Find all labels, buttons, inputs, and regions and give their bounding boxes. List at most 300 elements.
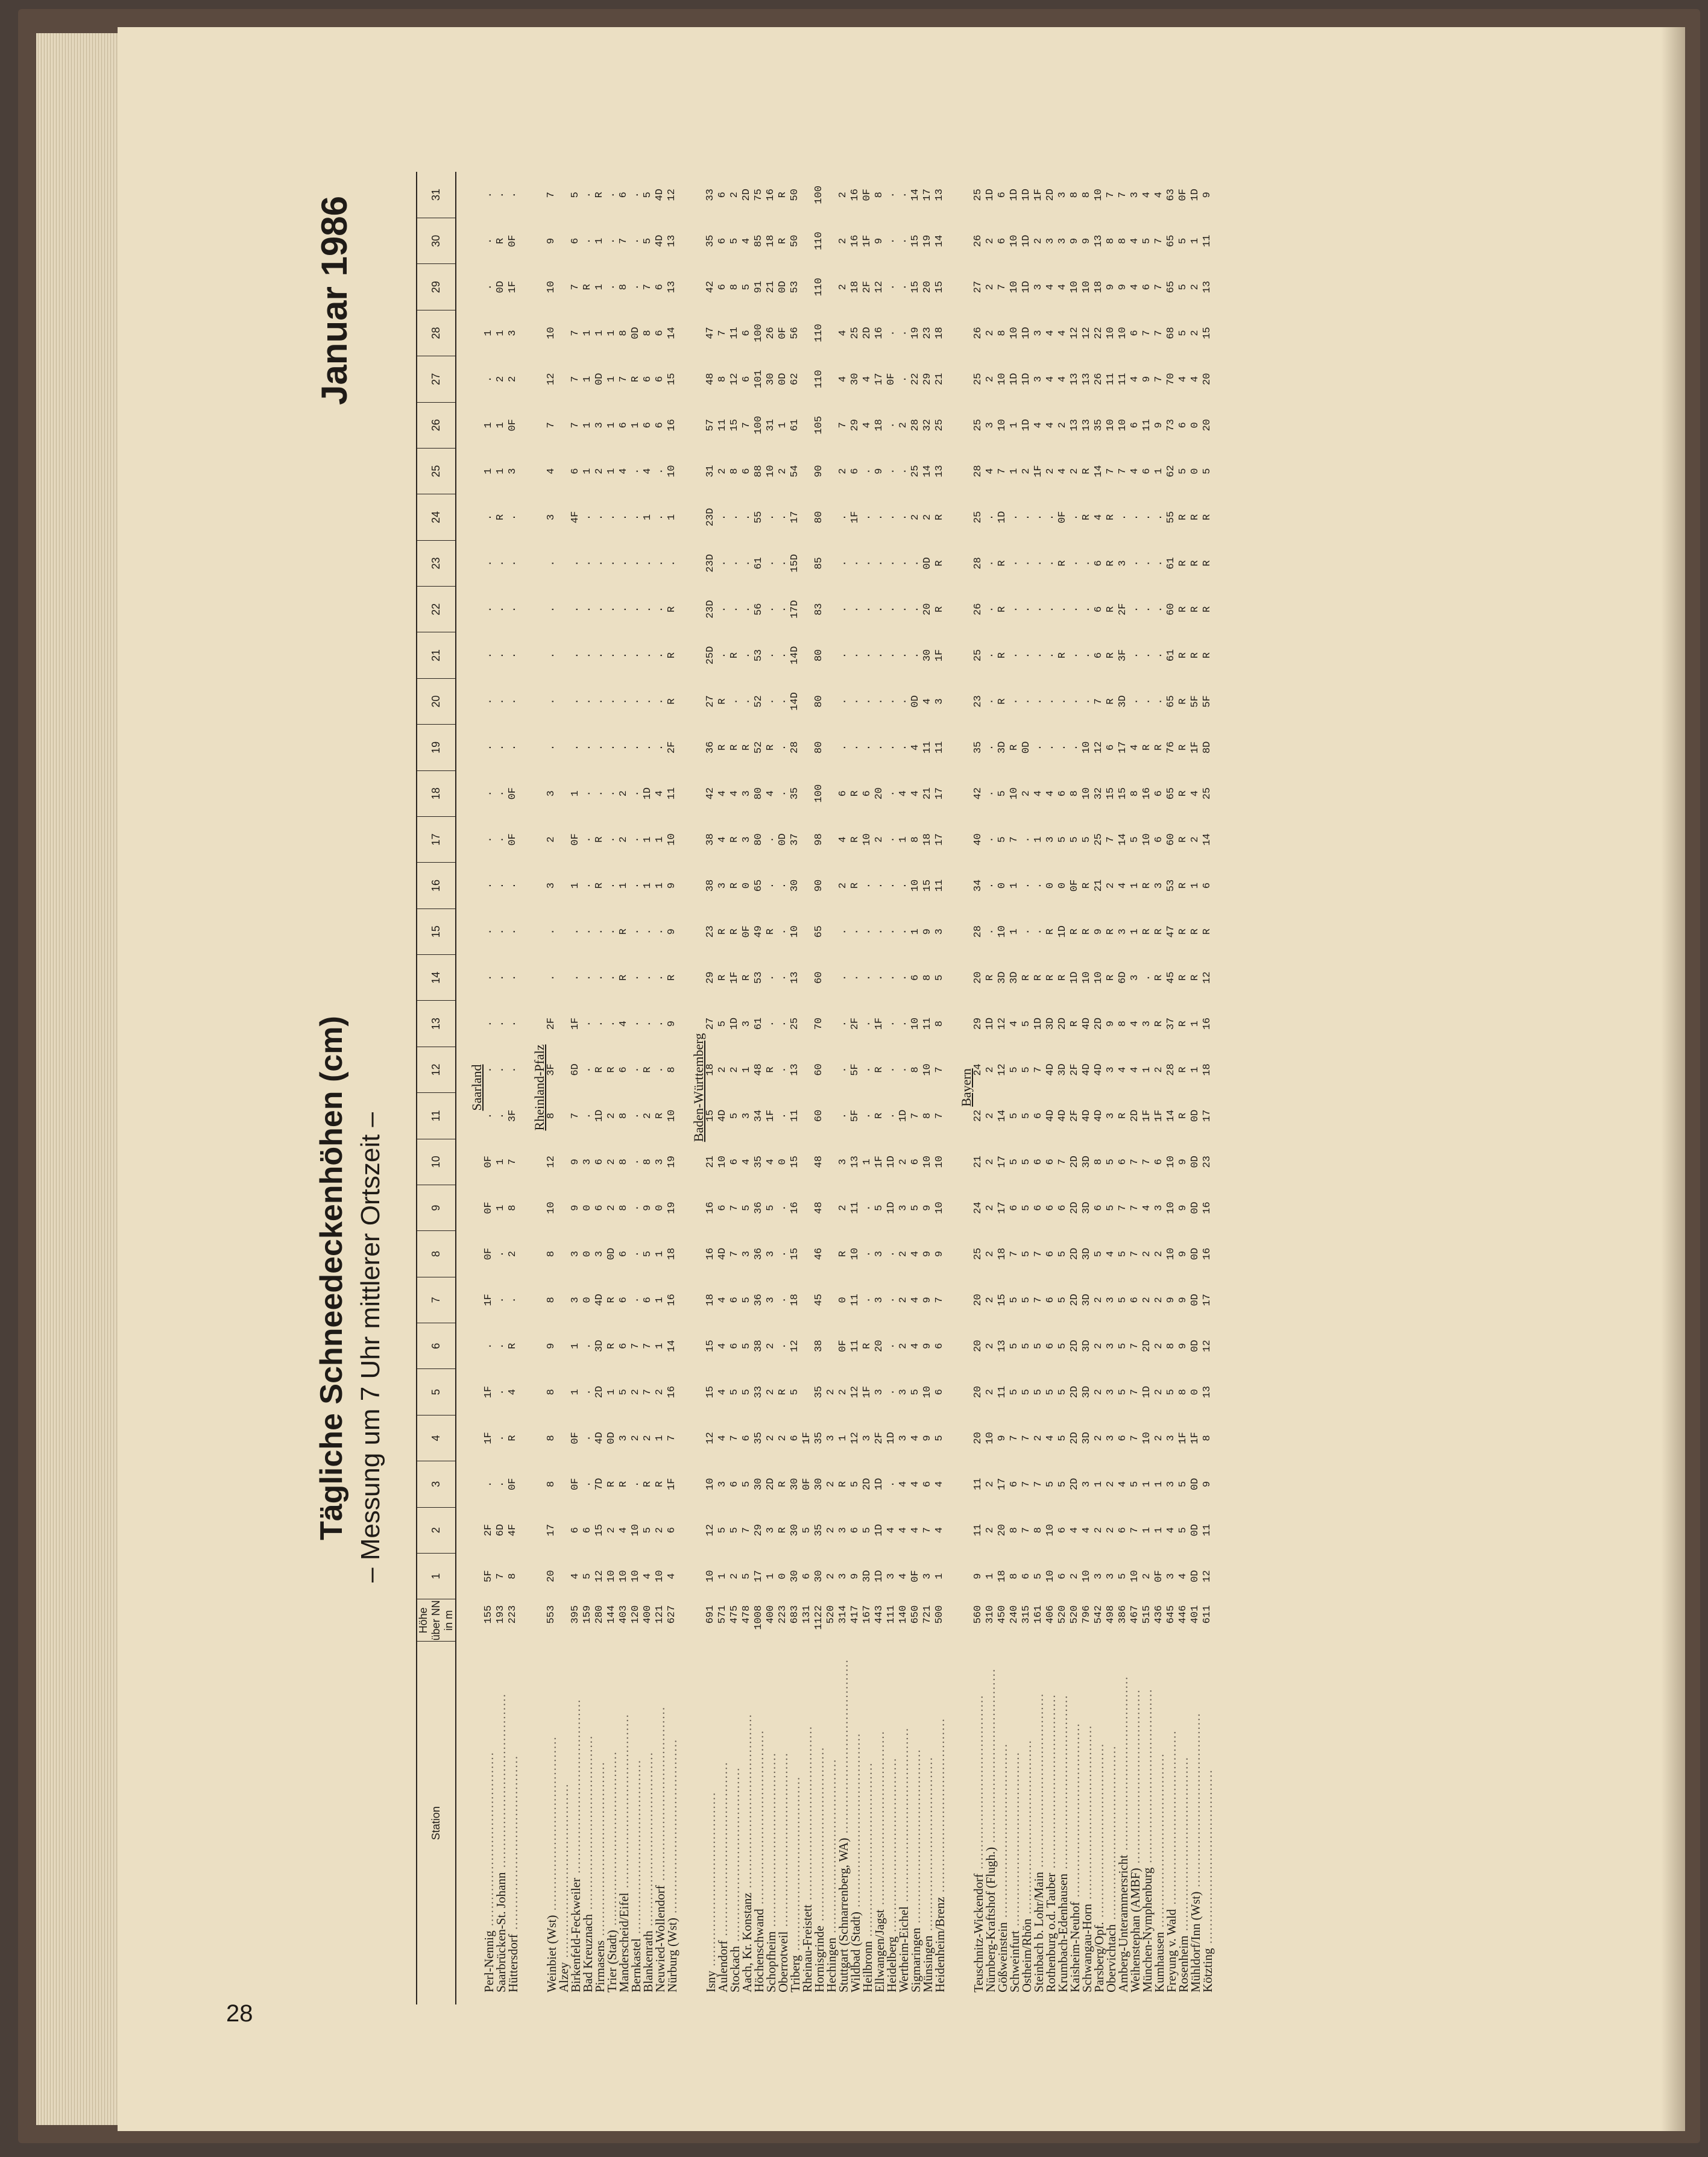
snow-depth-cell: 6: [666, 1527, 678, 1534]
snow-depth-cell: 9: [1177, 1204, 1189, 1211]
snow-depth-cell: .: [630, 882, 641, 889]
snow-depth-cell: 10: [1081, 741, 1092, 754]
snow-depth-cell: 1: [594, 238, 605, 244]
snow-depth-cell: 6: [1045, 1297, 1056, 1303]
snow-depth-cell: 85: [753, 235, 764, 247]
snow-depth-cell: 9: [1093, 928, 1105, 935]
snow-depth-cell: .: [717, 514, 728, 521]
snow-depth-cell: 29: [705, 971, 716, 984]
snow-depth-cell: 28: [972, 925, 984, 938]
snow-depth-cell: 62: [789, 373, 801, 386]
snow-depth-cell: 2: [1190, 284, 1201, 291]
snow-depth-cell: 36: [753, 1247, 764, 1261]
snow-depth-cell: 5: [1117, 1573, 1129, 1579]
snow-depth-cell: .: [1033, 606, 1044, 612]
snow-depth-cell: 4: [1129, 238, 1141, 244]
snow-depth-cell: .: [483, 376, 494, 382]
snow-depth-cell: 4: [1057, 284, 1068, 291]
snow-depth-cell: 1D: [1009, 373, 1020, 386]
snow-depth-cell: .: [898, 192, 909, 198]
snow-depth-cell: .: [630, 192, 641, 198]
snow-depth-cell: .: [777, 1204, 789, 1211]
snow-depth-cell: 34: [753, 1109, 764, 1123]
snow-depth-cell: 10: [546, 327, 557, 339]
snow-depth-cell: 65: [813, 925, 825, 938]
snow-depth-cell: 8: [874, 192, 885, 198]
snow-depth-cell: [558, 172, 570, 218]
snow-depth-cell: 4D: [1045, 1109, 1056, 1123]
snow-depth-cell: 2: [594, 468, 605, 474]
snow-depth-cell: 2: [765, 1343, 777, 1349]
snow-depth-cell: 9: [1105, 284, 1117, 291]
snow-depth-cell: 105: [813, 415, 825, 435]
snow-depth-cell: 5: [1057, 1343, 1068, 1349]
snow-depth-cell: 18: [997, 1247, 1008, 1261]
snow-depth-cell: 3: [1045, 238, 1056, 244]
station-name: [483, 1642, 495, 2004]
snow-depth-cell: R: [1153, 928, 1165, 935]
snow-depth-cell: .: [582, 1343, 593, 1349]
snow-depth-cell: 1: [910, 928, 921, 935]
snow-depth-cell: 53: [753, 649, 764, 662]
snow-depth-cell: 7: [1117, 1204, 1129, 1211]
snow-depth-cell: 70: [1165, 373, 1177, 386]
snow-depth-cell: 60: [813, 971, 825, 984]
snow-depth-cell: 5: [1177, 1527, 1189, 1534]
snow-depth-cell: 14: [666, 327, 678, 339]
snow-depth-cell: .: [1009, 514, 1020, 521]
station-name: [1202, 1642, 1214, 2004]
snow-depth-cell: R: [1105, 606, 1117, 612]
snow-depth-cell: 4: [910, 1527, 921, 1534]
station-name: [1190, 1642, 1202, 2004]
snow-depth-cell: 2F: [546, 1017, 557, 1030]
snow-depth-cell: .: [507, 1297, 518, 1303]
page-subtitle: – Messung um 7 Uhr mittlerer Ortszeit –: [356, 1112, 385, 1582]
snow-depth-cell: 3: [741, 836, 752, 843]
snow-depth-cell: 2: [837, 468, 849, 474]
snow-depth-cell: 8: [1165, 1343, 1177, 1349]
snow-depth-cell: 30: [789, 879, 801, 892]
snow-depth-cell: 1F: [862, 235, 873, 247]
station-elevation: 450: [997, 1605, 1008, 1624]
snow-depth-cell: 10: [546, 1201, 557, 1214]
snow-depth-cell: 1: [483, 422, 494, 429]
snow-depth-cell: .: [630, 1297, 641, 1303]
snow-depth-cell: .: [1033, 514, 1044, 521]
snow-depth-cell: 11: [849, 1294, 861, 1306]
snow-depth-cell: .: [582, 514, 593, 521]
snow-depth-cell: 4: [1081, 1527, 1092, 1534]
snow-depth-cell: .: [1057, 606, 1068, 612]
snow-depth-cell: 61: [1165, 557, 1177, 570]
station-name: [777, 1642, 789, 2004]
table-row: [1165, 172, 1177, 2004]
snow-depth-cell: R: [1190, 514, 1201, 521]
snow-depth-cell: 2: [1033, 1435, 1044, 1441]
snow-depth-cell: 15: [922, 879, 933, 892]
snow-depth-cell: .: [582, 238, 593, 244]
leader-dots: ........................................: [1032, 1692, 1046, 1872]
snow-depth-cell: 1D: [1021, 373, 1032, 386]
station-elevation: 223: [507, 1605, 518, 1624]
leader-dots: ........................................: [848, 1732, 863, 1912]
snow-depth-cell: 54: [789, 465, 801, 477]
snow-depth-cell: R: [1153, 1021, 1165, 1027]
snow-depth-cell: 17: [922, 189, 933, 201]
snow-depth-cell: 8: [717, 376, 728, 382]
snow-depth-cell: 2D: [741, 189, 752, 201]
station-label: Steinbach b. Lohr/Main: [1032, 1871, 1046, 1992]
station-name: [654, 1642, 666, 2004]
station-label: Heilbronn: [860, 1941, 875, 1992]
snow-depth-cell: 38: [705, 833, 716, 846]
snow-depth-cell: R: [618, 974, 629, 981]
table-row: [1177, 172, 1190, 2004]
snow-depth-cell: .: [483, 238, 494, 244]
snow-depth-cell: 0D: [1021, 741, 1032, 754]
snow-depth-cell: 16: [789, 1201, 801, 1214]
table-row: [546, 172, 558, 2004]
snow-depth-cell: 7: [1105, 836, 1117, 843]
table-row: [507, 172, 519, 2004]
snow-depth-cell: [825, 678, 837, 724]
station-elevation: 314: [837, 1605, 849, 1624]
snow-depth-cell: 1: [570, 882, 581, 889]
snow-depth-cell: 12: [1202, 1340, 1213, 1352]
snow-depth-cell: 6: [1153, 836, 1165, 843]
snow-depth-cell: 35: [1093, 419, 1105, 432]
snow-depth-cell: 98: [813, 833, 825, 846]
snow-depth-cell: .: [654, 468, 666, 474]
snow-depth-cell: 2F: [862, 280, 873, 294]
snow-depth-cell: R: [507, 1435, 518, 1441]
snow-depth-cell: 80: [813, 649, 825, 662]
snow-depth-cell: 38: [705, 879, 716, 892]
snow-depth-cell: 6: [801, 1573, 813, 1579]
snow-depth-cell: .: [886, 330, 897, 336]
snow-depth-cell: 75: [753, 189, 764, 201]
snow-depth-cell: 6: [1129, 422, 1141, 429]
snow-depth-cell: 6: [1045, 1204, 1056, 1211]
leader-dots: ........................................: [1019, 1739, 1034, 1919]
snow-depth-cell: .: [642, 606, 654, 612]
snow-depth-cell: [558, 955, 570, 1001]
snow-depth-cell: 4: [618, 1021, 629, 1027]
snow-depth-cell: 3: [741, 1021, 752, 1027]
snow-depth-cell: 8: [922, 1112, 933, 1119]
snow-depth-cell: .: [630, 1159, 641, 1165]
snow-depth-cell: .: [594, 560, 605, 567]
snow-depth-cell: 13: [1081, 373, 1092, 386]
snow-depth-cell: R: [729, 652, 740, 659]
station-elevation: 446: [1177, 1605, 1189, 1624]
station-name: [606, 1642, 618, 2004]
snow-depth-cell: 3: [570, 1297, 581, 1303]
snow-depth-cell: 10: [1009, 787, 1020, 800]
snow-depth-cell: 25: [972, 511, 984, 524]
region-name: Baden-Württemberg: [691, 1033, 706, 1142]
snow-depth-cell: 7: [1033, 1297, 1044, 1303]
snow-depth-cell: 2F: [874, 1432, 885, 1444]
snow-depth-cell: R: [729, 836, 740, 843]
snow-depth-cell: .: [630, 238, 641, 244]
snow-depth-cell: 6: [618, 192, 629, 198]
snow-depth-cell: 2D: [1069, 1432, 1080, 1444]
snow-depth-cell: 1: [606, 330, 617, 336]
station-label: Schopfheim: [764, 1931, 778, 1992]
snow-depth-cell: 3: [1153, 1204, 1165, 1211]
snow-depth-cell: [558, 725, 570, 770]
snow-depth-cell: 6D: [495, 1524, 506, 1537]
snow-depth-cell: 55: [753, 511, 764, 524]
station-elevation: 611: [1202, 1605, 1213, 1624]
station-name: [741, 1642, 753, 2004]
snow-depth-cell: 25: [972, 419, 984, 432]
snow-depth-cell: .: [862, 468, 873, 474]
snow-depth-cell: 2: [606, 1204, 617, 1211]
snow-depth-cell: .: [985, 514, 996, 521]
snow-depth-cell: 1: [570, 1343, 581, 1349]
snow-depth-cell: 1: [495, 330, 506, 336]
snow-depth-cell: 13: [666, 280, 678, 294]
snow-depth-cell: .: [495, 698, 506, 705]
snow-depth-cell: 3: [1093, 1573, 1105, 1579]
snow-depth-cell: .: [582, 882, 593, 889]
snow-depth-cell: 8: [934, 1021, 945, 1027]
snow-depth-cell: 4: [1045, 376, 1056, 382]
snow-depth-cell: 8: [922, 974, 933, 981]
snow-depth-cell: 11: [972, 1524, 984, 1537]
station-label: Kötzting: [1200, 1948, 1215, 1992]
snow-depth-cell: 6: [1117, 1435, 1129, 1441]
snow-depth-cell: 23: [972, 695, 984, 708]
snow-depth-cell: .: [618, 514, 629, 521]
snow-depth-cell: .: [985, 744, 996, 751]
snow-depth-cell: 5: [1021, 1250, 1032, 1258]
snow-depth-cell: 26: [972, 327, 984, 339]
snow-depth-cell: 14: [1093, 465, 1105, 477]
snow-depth-cell: R: [1202, 652, 1213, 659]
day-column-header: 2: [417, 1507, 456, 1553]
snow-depth-cell: .: [582, 1021, 593, 1027]
snow-depth-cell: R: [717, 744, 728, 751]
snow-depth-cell: 21: [765, 280, 777, 294]
station-elevation: 161: [1033, 1605, 1044, 1624]
snow-depth-cell: .: [483, 514, 494, 521]
table-row: [1129, 172, 1141, 2004]
snow-depth-cell: 9: [666, 928, 678, 935]
snow-depth-cell: .: [606, 698, 617, 705]
snow-depth-cell: 3: [594, 1250, 605, 1258]
snow-depth-cell: 5: [1057, 1297, 1068, 1303]
snow-depth-cell: [558, 632, 570, 678]
snow-depth-cell: 4: [717, 1389, 728, 1396]
snow-depth-cell: 5: [1021, 1066, 1032, 1073]
snow-depth-cell: 10: [922, 1156, 933, 1168]
snow-depth-cell: 6: [618, 1297, 629, 1303]
snow-depth-cell: [825, 955, 837, 1001]
snow-depth-cell: 23D: [705, 508, 716, 527]
snow-depth-cell: 4D: [1093, 1063, 1105, 1076]
snow-depth-cell: 7: [642, 284, 654, 291]
snow-depth-cell: .: [495, 1297, 506, 1303]
snow-depth-cell: .: [886, 652, 897, 659]
snow-depth-cell: .: [483, 1021, 494, 1027]
snow-depth-cell: 6: [1045, 1159, 1056, 1165]
snow-depth-cell: 12: [729, 373, 740, 386]
snow-depth-cell: .: [1057, 744, 1068, 751]
snow-depth-cell: 3: [1105, 1573, 1117, 1579]
station-label: Hechingen: [824, 1938, 839, 1992]
snow-depth-cell: 14D: [789, 646, 801, 665]
snow-depth-cell: .: [1153, 606, 1165, 612]
snow-depth-cell: 4: [1129, 1066, 1141, 1073]
snow-depth-cell: .: [886, 1021, 897, 1027]
snow-depth-cell: .: [1141, 560, 1153, 567]
leader-dots: ........................................: [800, 1725, 815, 1905]
snow-depth-cell: .: [1153, 514, 1165, 521]
station-label: Heidenheim/Brenz: [933, 1897, 947, 1992]
snow-depth-cell: 6: [618, 1066, 629, 1073]
snow-depth-cell: 1F: [1190, 741, 1201, 754]
snow-depth-cell: 11: [1141, 419, 1153, 432]
snow-depth-cell: 3: [507, 468, 518, 474]
snow-depth-cell: .: [1129, 652, 1141, 659]
snow-depth-cell: .: [910, 606, 921, 612]
snow-depth-cell: 11: [849, 1201, 861, 1214]
snow-depth-cell: R: [1177, 1112, 1189, 1119]
snow-depth-cell: 21: [934, 373, 945, 386]
snow-depth-cell: .: [483, 652, 494, 659]
snow-depth-cell: 2: [729, 1066, 740, 1073]
snow-depth-cell: 1D: [886, 1201, 897, 1214]
table-row: [1202, 172, 1214, 2004]
snow-depth-cell: 12: [849, 1432, 861, 1444]
station-elevation: 406: [1045, 1605, 1056, 1624]
snow-depth-cell: 1D: [985, 189, 996, 201]
snow-depth-cell: 1F: [570, 1017, 581, 1030]
snow-depth-cell: [801, 770, 813, 816]
snow-depth-cell: 4D: [594, 1294, 605, 1306]
station-elevation: 310: [985, 1605, 996, 1624]
snow-depth-cell: 16: [765, 189, 777, 201]
station-name: [495, 1642, 507, 2004]
snow-depth-cell: 3: [898, 1435, 909, 1441]
snow-depth-cell: 12: [705, 1432, 716, 1444]
snow-depth-cell: 4: [507, 1389, 518, 1396]
day-column-header: 15: [417, 908, 456, 954]
snow-depth-cell: .: [1033, 928, 1044, 935]
snow-depth-cell: 0F: [570, 1478, 581, 1491]
snow-depth-cell: 0D: [777, 280, 789, 294]
snow-depth-cell: 9: [1069, 238, 1080, 244]
snow-depth-cell: 1F: [483, 1432, 494, 1444]
snow-depth-cell: 15: [910, 280, 921, 294]
leader-dots: ........................................: [1104, 1745, 1118, 1924]
snow-depth-cell: 17: [789, 511, 801, 524]
leader-dots: ........................................: [933, 1718, 947, 1897]
snow-depth-cell: .: [654, 606, 666, 612]
snow-depth-cell: 0F: [507, 419, 518, 432]
leader-dots: ........................................: [1176, 1756, 1191, 1936]
snow-depth-cell: 3: [1081, 1481, 1092, 1487]
snow-depth-cell: .: [570, 698, 581, 705]
snow-depth-cell: 1F: [1033, 189, 1044, 201]
station-label: Perl-Nennig: [482, 1930, 496, 1992]
snow-depth-cell: 3: [1153, 882, 1165, 889]
snow-depth-cell: 5: [618, 1389, 629, 1396]
snow-depth-cell: 4: [717, 790, 728, 797]
snow-depth-cell: 8: [618, 330, 629, 336]
snow-depth-cell: 2: [1190, 330, 1201, 336]
snow-depth-cell: 0D: [594, 373, 605, 386]
snow-depth-cell: 1D: [874, 1570, 885, 1582]
snow-depth-cell: 47: [705, 327, 716, 339]
snow-depth-cell: 1: [1141, 1527, 1153, 1534]
snow-depth-cell: 28: [1165, 1063, 1177, 1076]
snow-depth-cell: [801, 908, 813, 954]
snow-depth-cell: 10: [546, 280, 557, 294]
snow-depth-cell: .: [582, 790, 593, 797]
snow-depth-cell: .: [495, 652, 506, 659]
snow-depth-cell: 10: [1081, 1570, 1092, 1582]
snow-depth-cell: .: [495, 1389, 506, 1396]
snow-depth-cell: .: [495, 744, 506, 751]
snow-depth-cell: 6: [594, 1204, 605, 1211]
snow-depth-cell: 15: [1117, 787, 1129, 800]
station-label: Kumhausen: [1152, 1932, 1167, 1992]
snow-depth-cell: R: [997, 560, 1008, 567]
snow-depth-cell: 0D: [1190, 1247, 1201, 1261]
snow-depth-cell: 5: [1177, 238, 1189, 244]
snow-depth-cell: 3D: [1057, 1063, 1068, 1076]
snow-depth-cell: .: [765, 882, 777, 889]
snow-depth-cell: 5: [1009, 1297, 1020, 1303]
snow-depth-cell: 1F: [483, 1294, 494, 1306]
leader-dots: ........................................: [653, 1705, 667, 1886]
snow-depth-cell: 6: [1009, 1481, 1020, 1487]
snow-depth-cell: 5: [1117, 1343, 1129, 1349]
snow-depth-cell: 2D: [1057, 1017, 1068, 1030]
snow-depth-cell: 3: [741, 1112, 752, 1119]
snow-depth-cell: 1: [630, 422, 641, 429]
snow-depth-cell: 10: [717, 1156, 728, 1168]
snow-depth-cell: .: [886, 974, 897, 981]
snow-depth-cell: 8: [642, 330, 654, 336]
snow-depth-cell: 5: [1021, 1112, 1032, 1119]
snow-depth-cell: .: [837, 1112, 849, 1119]
snow-depth-cell: 22: [972, 1109, 984, 1123]
snow-depth-cell: 3: [874, 1250, 885, 1258]
station-elevation: 417: [849, 1605, 861, 1624]
snow-depth-cell: 21: [922, 787, 933, 800]
snow-depth-cell: 16: [705, 1201, 716, 1214]
snow-depth-cell: .: [898, 1021, 909, 1027]
leader-dots: ........................................: [1007, 1751, 1022, 1931]
snow-depth-cell: .: [507, 1021, 518, 1027]
snow-depth-cell: 10: [910, 1017, 921, 1030]
snow-depth-cell: 0D: [777, 833, 789, 846]
station-elevation: 475: [729, 1605, 740, 1624]
snow-depth-cell: 10: [1045, 1570, 1056, 1582]
page-edges: [36, 33, 121, 2125]
table-row: [1117, 172, 1129, 2004]
region-name: Saarland: [469, 1064, 484, 1111]
snow-depth-cell: 13: [666, 235, 678, 247]
snow-depth-cell: 110: [813, 324, 825, 342]
snow-depth-cell: 4: [654, 790, 666, 797]
